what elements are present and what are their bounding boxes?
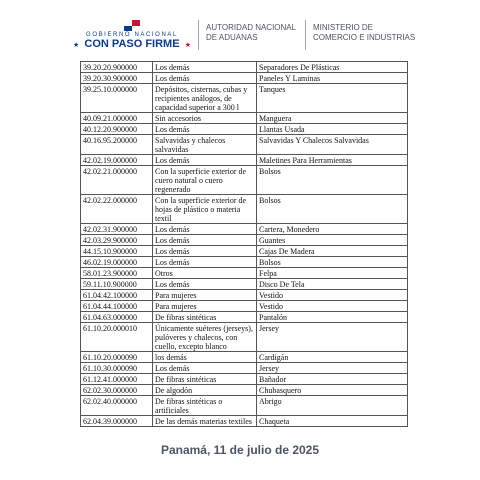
- description-cell: Para mujeres: [153, 290, 257, 301]
- table-row: [81, 135, 408, 155]
- table-row: [81, 224, 408, 235]
- tariff-code-cell: 40.16.95.200000: [81, 135, 153, 155]
- product-cell: Vestido: [257, 301, 408, 312]
- product-cell: Llantas Usada: [257, 124, 408, 135]
- product-cell: Cajas De Madera: [257, 246, 408, 257]
- product-cell: Bolsos: [257, 166, 408, 195]
- table-row: [81, 363, 408, 374]
- product-cell: Bañador: [257, 374, 408, 385]
- table-row: [81, 166, 408, 195]
- product-cell: Separadores De Plásticas: [257, 62, 408, 73]
- table-row: [81, 396, 408, 416]
- product-cell: Salvavidas Y Chalecos Salvavidas: [257, 135, 408, 155]
- product-cell: Cartera, Monedero: [257, 224, 408, 235]
- description-cell: Salvavidas y chalecos salvavidas: [153, 135, 257, 155]
- description-cell: Los demás: [153, 235, 257, 246]
- table-row: [81, 312, 408, 323]
- description-cell: los demás: [153, 352, 257, 363]
- gov-line-2: CON PASO FIRME: [84, 38, 180, 50]
- tariff-code-cell: 62.04.39.000000: [81, 416, 153, 427]
- tariff-code-cell: 61.10.20.000090: [81, 352, 153, 363]
- table-row: [81, 323, 408, 352]
- table-row: [81, 290, 408, 301]
- tariff-code-cell: 61.04.63.000000: [81, 312, 153, 323]
- tariff-code-cell: 40.09.21.000000: [81, 113, 153, 124]
- description-cell: Sin accesorios: [153, 113, 257, 124]
- org-aduanas: [206, 23, 296, 43]
- description-cell: De algodón: [153, 385, 257, 396]
- description-cell: Los demás: [153, 246, 257, 257]
- product-cell: Cardigán: [257, 352, 408, 363]
- table-row: [81, 62, 408, 73]
- product-cell: Maletines Para Herramientas: [257, 155, 408, 166]
- product-cell: Bolsos: [257, 195, 408, 224]
- product-cell: Jersey: [257, 323, 408, 352]
- description-cell: Los demás: [153, 224, 257, 235]
- table-row: [81, 73, 408, 84]
- tariff-code-cell: 42.02.21.000000: [81, 166, 153, 195]
- description-cell: Los demás: [153, 155, 257, 166]
- tariff-code-cell: 46.02.19.000000: [81, 257, 153, 268]
- table-row: [81, 84, 408, 113]
- tariff-code-cell: 61.10.20.000010: [81, 323, 153, 352]
- description-cell: De fibras sintéticas o artificiales: [153, 396, 257, 416]
- header-divider: [198, 20, 199, 50]
- tariff-code-cell: 39.20.20.900000: [81, 62, 153, 73]
- tariff-code-cell: 39.25.10.000000: [81, 84, 153, 113]
- tariff-code-cell: 61.10.30.000090: [81, 363, 153, 374]
- org-mici: [313, 23, 415, 43]
- tariff-code-cell: 58.01.23.900000: [81, 268, 153, 279]
- description-cell: Depósitos, cisternas, cubas y recipientes análogos, de capacidad superior a 300 l: [153, 84, 257, 113]
- product-cell: Jersey: [257, 363, 408, 374]
- product-cell: Guantes: [257, 235, 408, 246]
- description-cell: Los demás: [153, 363, 257, 374]
- description-cell: De fibras sintéticas: [153, 312, 257, 323]
- product-cell: Bolsos: [257, 257, 408, 268]
- product-cell: Felpa: [257, 268, 408, 279]
- date-line: Panamá, 11 de julio de 2025: [160, 443, 320, 457]
- table-row: [81, 195, 408, 224]
- description-cell: Los demás: [153, 62, 257, 73]
- product-cell: Disco De Tela: [257, 279, 408, 290]
- description-cell: Los demás: [153, 73, 257, 84]
- table-row: [81, 385, 408, 396]
- description-cell: Con la superficie exterior de cuero natural o cuero regenerado: [153, 166, 257, 195]
- org-aduanas-line-2: DE ADUANAS: [206, 33, 258, 42]
- tariff-code-cell: 62.02.40.000000: [81, 396, 153, 416]
- table-row: [81, 246, 408, 257]
- tariff-code-cell: 44.15.10.900000: [81, 246, 153, 257]
- product-cell: Pantalón: [257, 312, 408, 323]
- tariff-code-cell: 42.02.31.900000: [81, 224, 153, 235]
- description-cell: Otros: [153, 268, 257, 279]
- tariff-table: [80, 61, 408, 427]
- red-star-icon: ★: [184, 41, 191, 49]
- product-cell: Manguera: [257, 113, 408, 124]
- table-row: [81, 124, 408, 135]
- table-row: [81, 155, 408, 166]
- product-cell: Chaqueta: [257, 416, 408, 427]
- description-cell: Los demás: [153, 257, 257, 268]
- table-row: [81, 352, 408, 363]
- description-cell: Únicamente suéteres (jerseys), pulóveres y chalecos, con cuello, excepto blanco: [153, 323, 257, 352]
- table-row: [81, 279, 408, 290]
- gov-line-1: GOBIERNO NACIONAL: [86, 32, 178, 38]
- product-cell: Tanques: [257, 84, 408, 113]
- tariff-code-cell: 42.02.22.000000: [81, 195, 153, 224]
- header-divider: [305, 20, 306, 50]
- product-cell: Vestido: [257, 290, 408, 301]
- tariff-code-cell: 61.04.44.100000: [81, 301, 153, 312]
- gobierno-logo: [72, 20, 192, 54]
- panama-flag-icon: [124, 20, 140, 31]
- description-cell: Para mujeres: [153, 301, 257, 312]
- table-row: [81, 301, 408, 312]
- org-mici-line-1: MINISTERIO DE: [313, 23, 374, 32]
- table-row: [81, 113, 408, 124]
- page-header: [0, 0, 480, 58]
- description-cell: Los demás: [153, 279, 257, 290]
- tariff-table-body: [81, 62, 408, 427]
- description-cell: Los demás: [153, 124, 257, 135]
- blue-star-icon: ★: [73, 41, 80, 49]
- tariff-code-cell: 42.03.29.900000: [81, 235, 153, 246]
- tariff-code-cell: 42.02.19.000000: [81, 155, 153, 166]
- product-cell: Chubasquero: [257, 385, 408, 396]
- description-cell: De las demás materias textiles: [153, 416, 257, 427]
- org-mici-line-2: COMERCIO E INDUSTRIAS: [313, 33, 416, 42]
- table-row: [81, 235, 408, 246]
- table-row: [81, 268, 408, 279]
- product-cell: Paneles Y Laminas: [257, 73, 408, 84]
- description-cell: Con la superficie exterior de hojas de plástico o materia textil: [153, 195, 257, 224]
- tariff-code-cell: 61.12.41.000000: [81, 374, 153, 385]
- product-cell: Abrigo: [257, 396, 408, 416]
- tariff-code-cell: 62.02.30.000000: [81, 385, 153, 396]
- description-cell: De fibras sintéticas: [153, 374, 257, 385]
- tariff-code-cell: 40.12.20.900000: [81, 124, 153, 135]
- table-row: [81, 257, 408, 268]
- tariff-code-cell: 61.04.42.100000: [81, 290, 153, 301]
- table-row: [81, 416, 408, 427]
- table-row: [81, 374, 408, 385]
- org-aduanas-line-1: AUTORIDAD NACIONAL: [206, 23, 297, 32]
- tariff-code-cell: 39.20.30.900000: [81, 73, 153, 84]
- tariff-code-cell: 59.11.10.900000: [81, 279, 153, 290]
